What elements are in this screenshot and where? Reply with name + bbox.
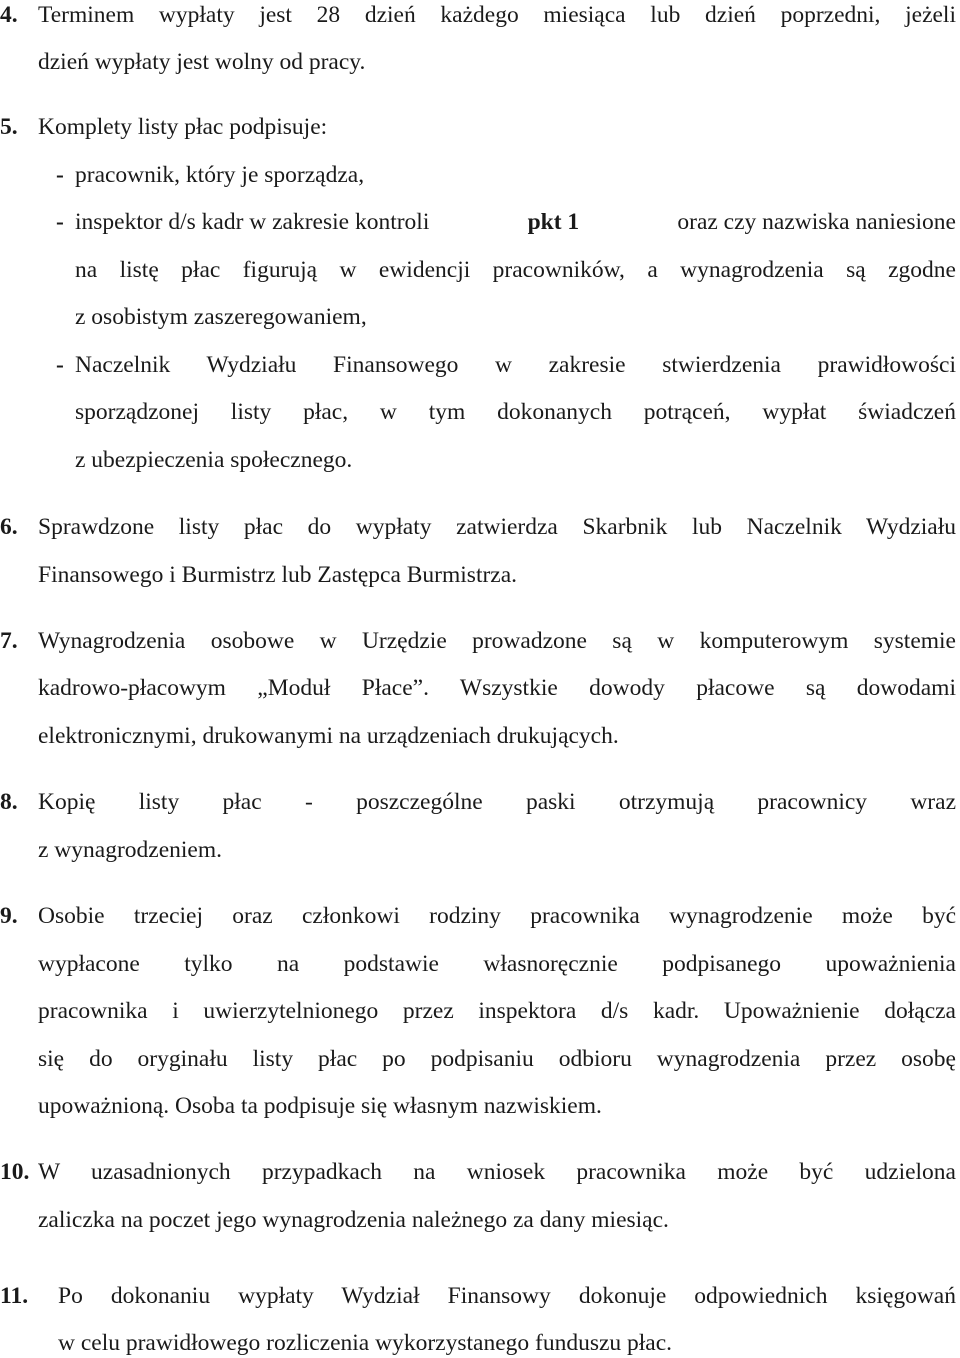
subitem-text-line: z ubezpieczenia społecznego. [75, 447, 353, 473]
item-text-line: zaliczka na poczet jego wynagrodzenia należnego za dany miesiąc. [38, 1207, 669, 1233]
subitem-bold-ref: pkt 1 [527, 209, 580, 235]
item-number: 8. [0, 789, 18, 815]
subitem-text-line: Naczelnik Wydziału Finansowego w zakresie stwierdzenia prawidłowości [75, 352, 956, 378]
item-intro: Komplety listy płac podpisuje: [38, 114, 328, 140]
item-number: 5. [0, 114, 18, 140]
subitem-text-line: z osobistym zaszeregowaniem, [75, 304, 367, 330]
item-text-line: Sprawdzone listy płac do wypłaty zatwierdza Skarbnik lub Naczelnik Wydziału [38, 514, 956, 540]
item-text-line: elektronicznymi, drukowanymi na urządzeniach drukujących. [38, 723, 619, 749]
subitem-text-part: oraz czy nazwiska naniesione [677, 209, 956, 235]
item-text-line: Osobie trzeciej oraz członkowi rodziny pracownika wynagrodzenie może być [38, 903, 956, 929]
item-text-line: się do oryginału listy płac po podpisaniu odbioru wynagrodzenia przez osobę [38, 1046, 956, 1072]
item-number: 6. [0, 514, 18, 540]
item-text-line: z wynagrodzeniem. [38, 837, 223, 863]
item-text-line: dzień wypłaty jest wolny od pracy. [38, 49, 366, 75]
dash-bullet: - [56, 352, 64, 378]
subitem-text-line [75, 207, 956, 237]
item-text-line: Finansowego i Burmistrz lub Zastępca Burmistrza. [38, 562, 518, 588]
dash-bullet: - [56, 209, 64, 235]
subitem-text-part: inspektor d/s kadr w zakresie kontroli [75, 209, 430, 235]
item-text-line: upoważnioną. Osoba ta podpisuje się własnym nazwiskiem. [38, 1093, 602, 1119]
item-text-line: pracownika i uwierzytelnionego przez inspektora d/s kadr. Upoważnienie dołącza [38, 998, 956, 1024]
item-number: 4. [0, 2, 18, 28]
item-number: 10. [0, 1159, 30, 1185]
item-text-line: w celu prawidłowego rozliczenia wykorzystanego funduszu płac. [58, 1330, 673, 1356]
item-text-line: W uzasadnionych przypadkach na wniosek pracownika może być udzielona [38, 1159, 956, 1185]
subitem-text-line: pracownik, który je sporządza, [75, 162, 365, 188]
item-text-line: Wynagrodzenia osobowe w Urzędzie prowadzone są w komputerowym systemie [38, 628, 956, 654]
item-text-line: kadrowo-płacowym „Moduł Płace”. Wszystkie dowody płacowe są dowodami [38, 675, 956, 701]
subitem-text-line: sporządzonej listy płac, w tym dokonanych potrąceń, wypłat świadczeń [75, 399, 956, 425]
item-number: 7. [0, 628, 18, 654]
subitem-text-line: na listę płac figurują w ewidencji pracowników, a wynagrodzenia są zgodne [75, 257, 956, 283]
item-text-line: Terminem wypłaty jest 28 dzień każdego miesiąca lub dzień poprzedni, jeżeli [38, 2, 956, 28]
item-text-line: Po dokonaniu wypłaty Wydział Finansowy dokonuje odpowiednich księgowań [58, 1283, 956, 1309]
item-text-line: Kopię listy płac - poszczególne paski otrzymują pracownicy wraz [38, 789, 956, 815]
dash-bullet: - [56, 162, 64, 188]
item-number: 9. [0, 903, 18, 929]
item-number: 11. [0, 1283, 29, 1309]
item-text-line: wypłacone tylko na podstawie własnoręcznie podpisanego upoważnienia [38, 951, 956, 977]
